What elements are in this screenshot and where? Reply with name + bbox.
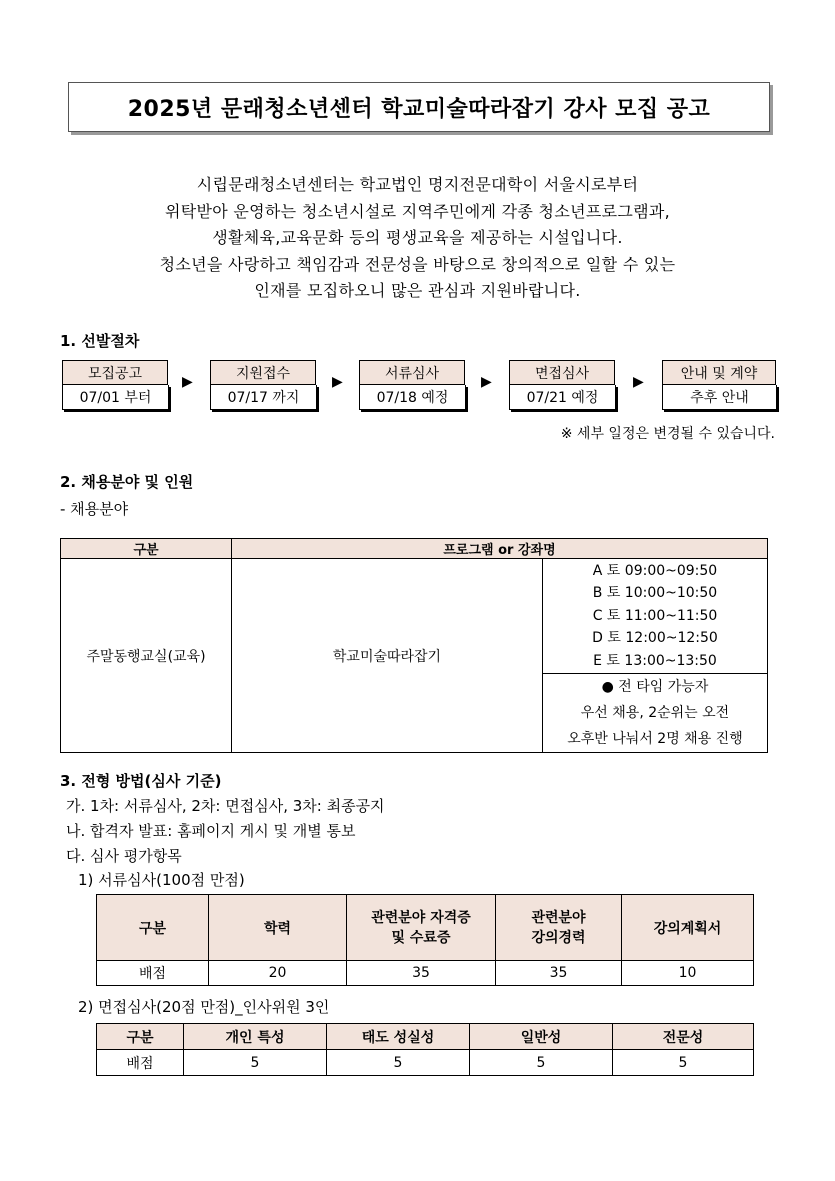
section1-heading: 1. 선발절차 [60, 332, 140, 350]
schedule-slot: B 토 10:00~10:50 [592, 585, 718, 602]
intro-line: 시립문래청소년센터는 학교법인 명지전문대학이 서울시로부터 [196, 175, 639, 194]
table-cell: 5 [327, 1050, 470, 1076]
recruitment-table [60, 538, 768, 753]
program-cell: 학교미술따라잡기 [232, 559, 543, 753]
table-header: 태도 성실성 [327, 1024, 470, 1050]
announcement-line: 나. 합격자 발표: 홈페이지 게시 및 개별 통보 [66, 822, 356, 840]
hiring-note-cell [543, 674, 768, 753]
intro-line: 위탁받아 운영하는 청소년시설로 지역주민에게 각종 청소년프로그램과, [165, 201, 670, 221]
step-contract [662, 360, 776, 412]
schedule-slot: C 토 11:00~11:50 [592, 607, 718, 624]
hiring-note-line: ● 전 타임 가능자 [601, 679, 709, 695]
step-recruit-notice [62, 360, 168, 412]
schedule-slot: A 토 09:00~09:50 [592, 562, 718, 579]
table-header: 구분 [97, 1024, 184, 1050]
table-cell: 배점 [97, 1050, 184, 1076]
step-label: 면접심사 [509, 360, 615, 385]
table-header: 강의계획서 [622, 895, 754, 961]
arrow-right-icon: ▶ [332, 374, 343, 390]
table-header: 개인 특성 [184, 1024, 327, 1050]
selection-step-line: 가. 1차: 서류심사, 2차: 면접심사, 3차: 최종공지 [66, 797, 385, 815]
schedule-note: ※ 세부 일정은 변경될 수 있습니다. [560, 426, 775, 442]
table-header: 전문성 [613, 1024, 754, 1050]
table-cell: 5 [470, 1050, 613, 1076]
table-header: 구분 [61, 539, 232, 559]
doc-review-title: 1) 서류심사(100점 만점) [78, 871, 245, 889]
step-date: 07/21 예정 [509, 385, 616, 410]
page-title: 2025년 문래청소년센터 학교미술따라잡기 강사 모집 공고 [68, 82, 770, 132]
step-date: 07/01 부터 [62, 385, 169, 410]
arrow-right-icon: ▶ [633, 374, 644, 390]
intro-line: 생활체육,교육문화 등의 평생교육을 제공하는 시설입니다. [212, 228, 623, 247]
step-date: 추후 안내 [662, 385, 777, 410]
table-header: 관련분야 강의경력 [496, 895, 622, 961]
step-application [210, 360, 316, 412]
table-header: 프로그램 or 강좌명 [232, 539, 768, 559]
table-cell: 5 [184, 1050, 327, 1076]
table-header: 학력 [209, 895, 347, 961]
table-cell: 10 [622, 961, 754, 986]
schedule-slot: E 토 13:00~13:50 [593, 652, 717, 669]
section3-heading: 3. 전형 방법(심사 기준) [60, 772, 222, 790]
intro-paragraph [60, 172, 775, 305]
section2-heading: 2. 채용분야 및 인원 [60, 473, 194, 491]
arrow-right-icon: ▶ [481, 374, 492, 390]
doc-review-table [96, 894, 754, 986]
table-cell: 배점 [97, 961, 209, 986]
schedule-cell [543, 559, 768, 674]
interview-table [96, 1023, 754, 1076]
table-cell: 35 [347, 961, 496, 986]
step-interview [509, 360, 615, 412]
criteria-line: 다. 심사 평가항목 [66, 847, 182, 865]
category-cell: 주말동행교실(교육) [61, 559, 232, 753]
section2-sub: - 채용분야 [60, 500, 129, 518]
table-cell: 20 [209, 961, 347, 986]
step-label: 지원접수 [210, 360, 316, 385]
hiring-note-line: 우선 채용, 2순위는 오전 [580, 705, 730, 721]
table-header: 관련분야 자격증 및 수료증 [347, 895, 496, 961]
table-cell: 5 [613, 1050, 754, 1076]
schedule-slot: D 토 12:00~12:50 [592, 630, 718, 647]
table-header: 일반성 [470, 1024, 613, 1050]
step-label: 안내 및 계약 [662, 360, 776, 385]
step-label: 모집공고 [62, 360, 168, 385]
step-date: 07/18 예정 [359, 385, 466, 410]
intro-line: 인재를 모집하오니 많은 관심과 지원바랍니다. [254, 281, 581, 300]
step-document-review [359, 360, 465, 412]
table-cell: 35 [496, 961, 622, 986]
step-date: 07/17 까지 [210, 385, 317, 410]
interview-title: 2) 면접심사(20점 만점)_인사위원 3인 [78, 998, 330, 1016]
arrow-right-icon: ▶ [182, 374, 193, 390]
hiring-note-line: 오후반 나눠서 2명 채용 진행 [567, 731, 743, 747]
step-label: 서류심사 [359, 360, 465, 385]
table-header: 구분 [97, 895, 209, 961]
intro-line: 청소년을 사랑하고 책임감과 전문성을 바탕으로 창의적으로 일할 수 있는 [159, 254, 676, 274]
